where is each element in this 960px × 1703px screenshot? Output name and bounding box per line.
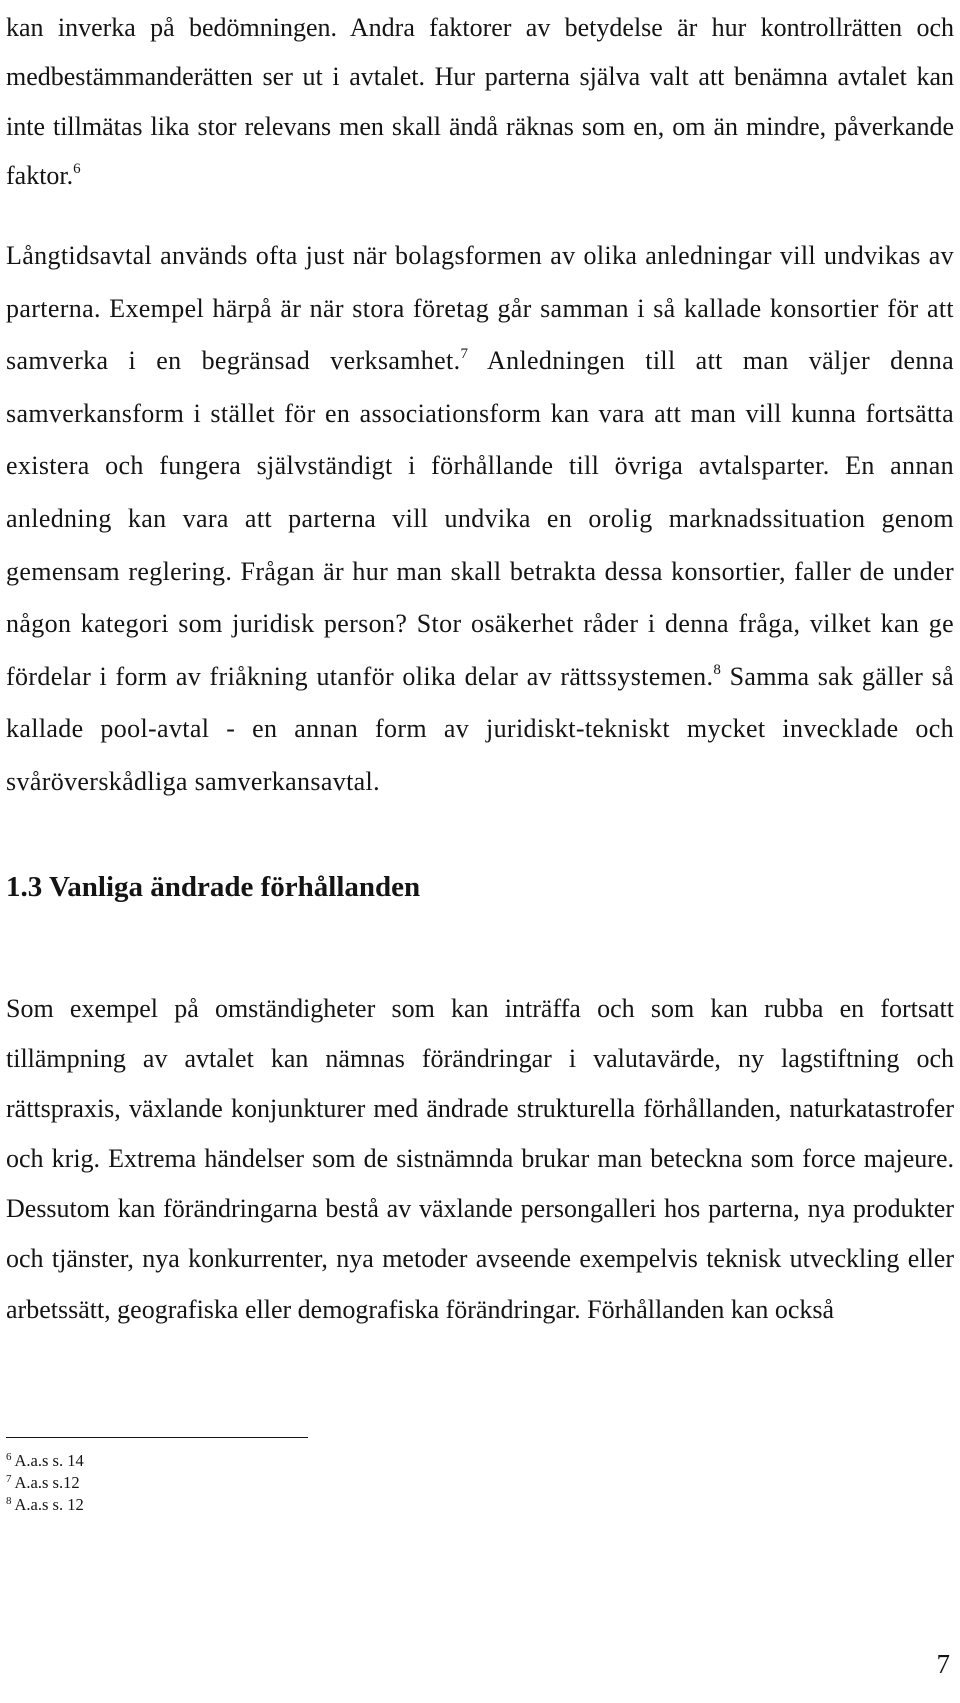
footnote-list [6,1450,84,1516]
paragraph-text: Anledningen till att man väljer denna samverkansform i stället för en associationsform kan vara att man vill kunna fortsätta existera och fungera självständigt i förhållande till övriga avtalsparter. En annan anledning kan vara att parterna vill undvika en orolig marknadssituation genom gemensam reglering. Frågan är hur man skall betrakta dessa konsortier, faller de under någon kategori som juridisk person? Stor osäkerhet råder i denna fråga, vilket kan ge fördelar i form av friåkning utanför olika delar av rättssystemen. [6,346,954,691]
footnote-number: 8 [6,1495,12,1507]
footnote-text: A.a.s s.12 [14,1473,80,1492]
paragraph-text: Långtidsavtal används ofta just när bolagsformen av olika anledningar vill undvikas av parterna. Exempel härpå är när stora företag går samman i så kallade konsortier för att samverka i en begränsad verksamhet. [6,241,954,376]
body-paragraph [6,3,954,201]
footnote [6,1494,84,1516]
footnote-text: A.a.s s. 14 [14,1451,84,1470]
page-number: 7 [936,1649,950,1679]
paragraph-text: kan inverka på bedömningen. Andra faktorer av betydelse är hur kontrollrätten och medbestämmanderätten ser ut i avtalet. Hur parterna själva valt att benämna avtalet kan inte tillmätas lika stor relevans men skall ändå räknas som en, om än mindre, påverkande faktor. [6,13,954,191]
body-paragraph [6,984,954,1335]
paragraph-text: Samma sak gäller så kallade pool-avtal - en annan form av juridiskt-tekniskt mycket invecklade och svåröverskådliga samverkansavtal. [6,661,954,796]
footnote-text: A.a.s s. 12 [14,1495,84,1514]
footnote [6,1472,84,1494]
footnote-reference[interactable]: 7 [460,346,469,363]
body-paragraph [6,230,954,809]
footnote-reference[interactable]: 6 [73,161,81,178]
section-heading: 1.3 Vanliga ändrade förhållanden [6,871,421,903]
footnote-separator [6,1437,308,1438]
paragraph-text: Som exempel på omständigheter som kan inträffa och som kan rubba en fortsatt tillämpning av avtalet kan nämnas förändringar i valutavärde, ny lagstiftning och rättspraxis, växlande konjunkturer med ändrade strukturella förhållanden, naturkatastrofer och krig. Extrema händelser som de sistnämnda brukar man beteckna som force majeure. Dessutom kan förändringarna bestå av växlande persongalleri hos parterna, nya produkter och tjänster, nya konkurrenter, nya metoder avseende exempelvis teknisk utveckling eller arbetssätt, geografiska eller demografiska förändringar. Förhållanden kan också [6,994,954,1324]
footnote-reference[interactable]: 8 [713,661,722,678]
footnote-number: 6 [6,1451,12,1463]
footnote-number: 7 [6,1473,12,1485]
footnote [6,1450,84,1472]
